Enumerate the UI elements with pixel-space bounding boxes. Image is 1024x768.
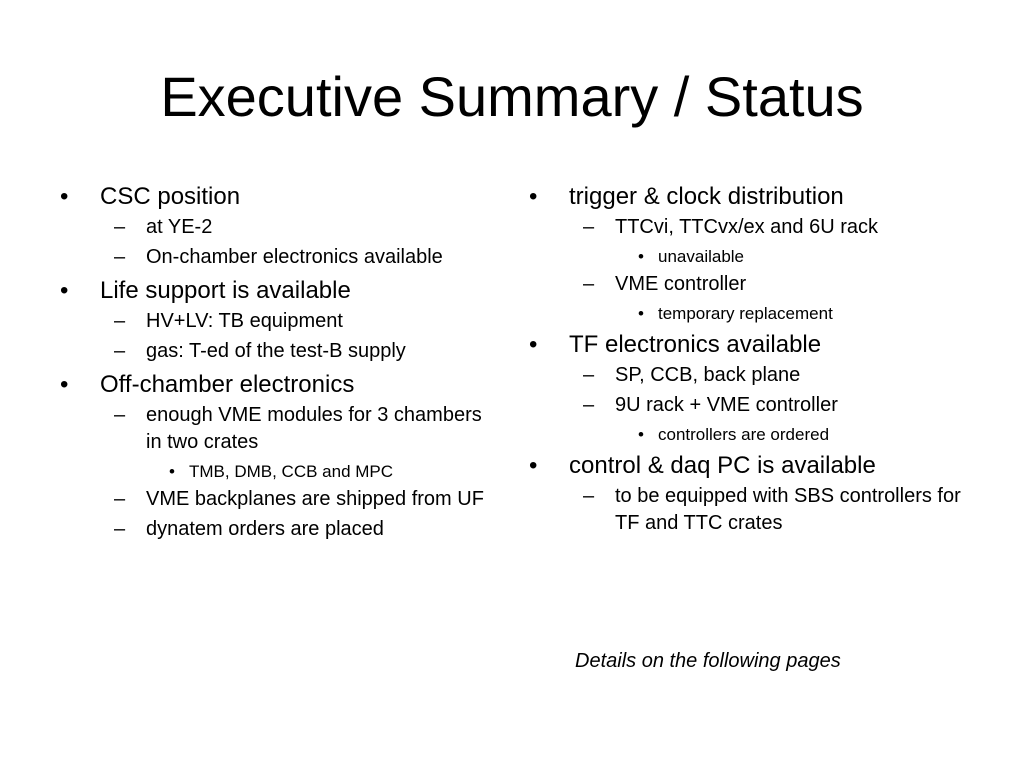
sub-sub-bullet-text: TMB, DMB, CCB and MPC [189, 462, 394, 481]
sub-bullet-item [58, 244, 498, 271]
sub-bullet-item [527, 214, 987, 241]
sub-bullet-text: VME controller [615, 273, 747, 295]
sub-bullet-item [58, 214, 498, 241]
sub-bullet-text: at YE-2 [146, 216, 213, 238]
dash-marker: – [114, 404, 126, 426]
bullet-marker: • [60, 371, 69, 398]
bullet-text: CSC position [100, 183, 241, 210]
right-column [527, 182, 987, 537]
sub-bullet-item [527, 362, 987, 389]
bullet-item [58, 276, 498, 305]
dash-marker: – [114, 216, 126, 238]
bullet-text: Life support is available [100, 277, 351, 304]
bullet-item [58, 182, 498, 211]
dash-marker: – [114, 246, 126, 268]
sub-bullet-text: gas: T-ed of the test-B supply [146, 340, 406, 362]
sub-bullet-text: On-chamber electronics available [146, 246, 443, 268]
dash-marker: – [114, 488, 126, 510]
dash-marker: – [583, 273, 595, 295]
sub-bullet-item [527, 271, 987, 298]
sub-bullet-item [527, 392, 987, 419]
dash-marker: – [114, 518, 126, 540]
small-bullet-marker: • [638, 425, 644, 444]
dash-marker: – [583, 364, 595, 386]
bullet-text: control & daq PC is available [569, 452, 876, 479]
sub-bullet-text: TTCvi, TTCvx/ex and 6U rack [615, 216, 879, 238]
sub-bullet-text: enough VME modules for 3 chambers in two crates [146, 404, 482, 453]
bullet-item [527, 451, 987, 480]
bullet-marker: • [529, 331, 538, 358]
bullet-marker: • [529, 452, 538, 479]
sub-bullet-item [58, 486, 498, 513]
sub-sub-bullet-item [58, 461, 498, 483]
left-column [58, 182, 498, 543]
bullet-item [527, 330, 987, 359]
bullet-marker: • [60, 183, 69, 210]
sub-bullet-text: 9U rack + VME controller [615, 394, 838, 416]
sub-bullet-text: to be equipped with SBS controllers for TF and TTC crates [615, 485, 961, 534]
dash-marker: – [583, 394, 595, 416]
small-bullet-marker: • [638, 247, 644, 266]
sub-bullet-text: VME backplanes are shipped from UF [146, 488, 484, 510]
bullet-item [58, 370, 498, 399]
dash-marker: – [583, 216, 595, 238]
bullet-marker: • [529, 183, 538, 210]
small-bullet-marker: • [638, 304, 644, 323]
bullet-item [527, 182, 987, 211]
sub-bullet-text: dynatem orders are placed [146, 518, 384, 540]
sub-sub-bullet-item [527, 424, 987, 446]
sub-sub-bullet-item [527, 246, 987, 268]
slide-title: Executive Summary / Status [160, 65, 864, 128]
sub-bullet-item [58, 516, 498, 543]
sub-sub-bullet-text: unavailable [658, 247, 745, 266]
sub-bullet-item [527, 483, 987, 537]
dash-marker: – [114, 340, 126, 362]
sub-sub-bullet-text: temporary replacement [658, 304, 833, 323]
sub-bullet-item [58, 338, 498, 365]
bullet-text: TF electronics available [569, 331, 822, 358]
sub-sub-bullet-text: controllers are ordered [658, 425, 830, 444]
sub-bullet-item [58, 402, 498, 456]
details-note: Details on the following pages [575, 650, 841, 672]
dash-marker: – [583, 485, 595, 507]
bullet-text: Off-chamber electronics [100, 371, 355, 398]
bullet-text: trigger & clock distribution [569, 183, 844, 210]
sub-sub-bullet-item [527, 303, 987, 325]
sub-bullet-text: SP, CCB, back plane [615, 364, 801, 386]
dash-marker: – [114, 310, 126, 332]
small-bullet-marker: • [169, 462, 175, 481]
sub-bullet-item [58, 308, 498, 335]
bullet-marker: • [60, 277, 69, 304]
sub-bullet-text: HV+LV: TB equipment [146, 310, 343, 332]
